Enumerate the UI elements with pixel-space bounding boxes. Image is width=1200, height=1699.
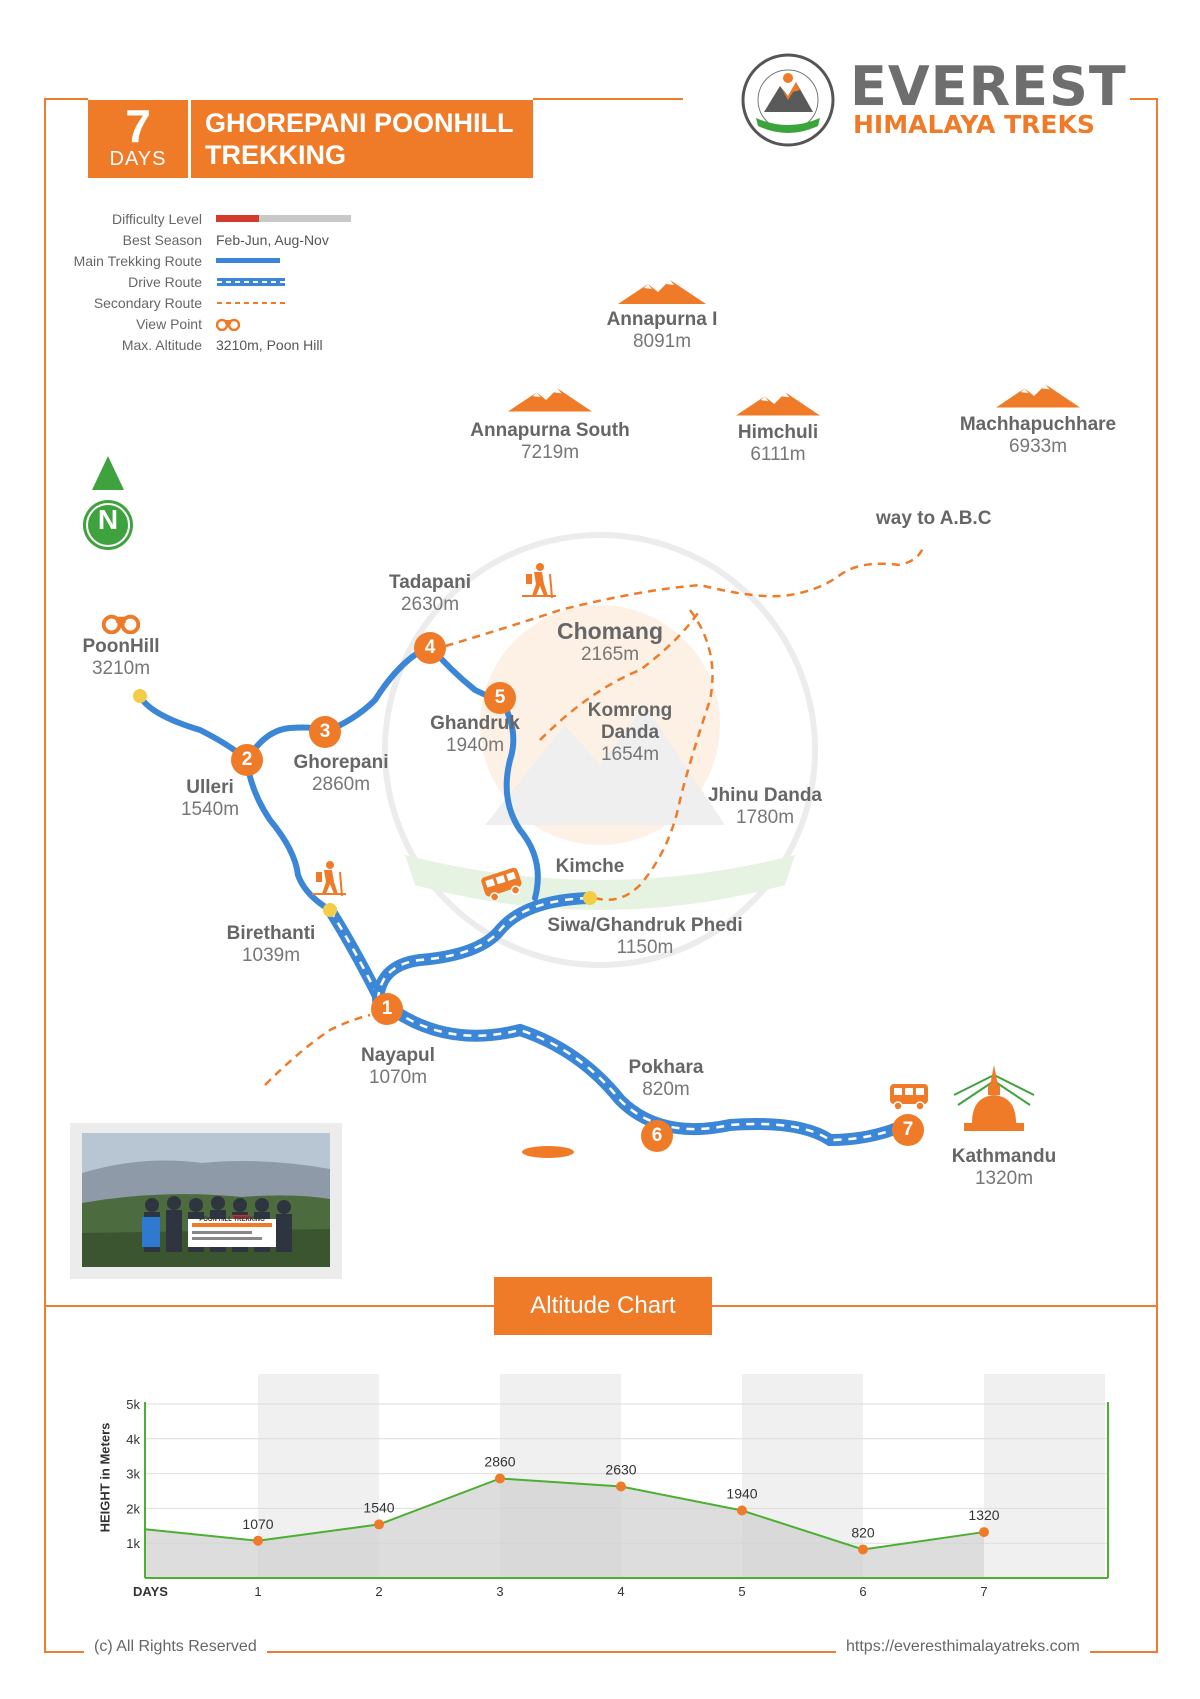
step-marker-2: 2	[231, 744, 263, 776]
place-name: Kimche	[555, 856, 625, 877]
place-nayapul	[343, 1045, 453, 1089]
place-name: Jhinu Danda	[707, 785, 822, 806]
phewa-lake	[522, 1146, 574, 1158]
place-name: PoonHill	[82, 636, 160, 657]
y-tick-label: 3k	[126, 1466, 140, 1482]
data-label: 1540	[363, 1499, 395, 1516]
data-label: 2860	[484, 1453, 516, 1470]
trek-title-line2: TREKKING	[205, 140, 346, 170]
x-axis-label: DAYS	[133, 1584, 168, 1599]
place-name: Kathmandu	[951, 1146, 1057, 1167]
place-altitude: 1940m	[445, 735, 505, 756]
y-tick-label: 2k	[126, 1501, 140, 1517]
place-ghandruk	[410, 713, 540, 757]
bus-icon	[481, 868, 523, 900]
place-birethanti	[206, 923, 336, 967]
chart-point	[374, 1519, 384, 1529]
place-altitude: 1039m	[241, 945, 301, 966]
legend-value: 3210m, Poon Hill	[216, 336, 323, 353]
north-label: N	[97, 504, 119, 535]
legend-label: Main Trekking Route	[73, 252, 202, 269]
data-label: 1070	[242, 1515, 274, 1532]
place-tadapani	[370, 572, 490, 616]
chart-point	[616, 1481, 626, 1491]
legend-value: Feb-Jun, Aug-Nov	[216, 231, 329, 248]
place-altitude: 1070m	[368, 1067, 428, 1088]
x-tick-label: 5	[738, 1584, 746, 1599]
chart-point	[979, 1527, 989, 1537]
chart-point	[858, 1544, 868, 1554]
step-marker-4: 4	[414, 632, 446, 664]
step-marker-3: 3	[309, 716, 341, 748]
poonhill-point	[133, 689, 147, 703]
place-chomang	[535, 618, 685, 666]
place-altitude: 1150m	[616, 937, 674, 958]
data-label: 2630	[605, 1461, 637, 1478]
birethanti-point	[323, 903, 337, 917]
place-altitude: 3210m	[91, 658, 151, 679]
step-marker-1: 1	[371, 993, 403, 1025]
peak-name: Annapurna South	[470, 420, 630, 441]
place-altitude: 1780m	[735, 807, 795, 828]
peak-altitude: 6933m	[1008, 436, 1068, 457]
place-altitude: 2630m	[400, 594, 460, 615]
chart-point	[737, 1505, 747, 1515]
place-komrong-danda	[570, 700, 690, 766]
chart-point	[495, 1473, 505, 1483]
altitude-chart	[88, 1366, 1128, 1606]
days-number: 7	[125, 100, 151, 152]
legend-label: Best Season	[122, 231, 202, 248]
legend-label: View Point	[136, 315, 202, 332]
x-tick-label: 3	[496, 1584, 504, 1599]
place-altitude: 1654m	[600, 744, 660, 765]
y-tick-label: 4k	[126, 1431, 140, 1447]
place-siwa	[520, 915, 770, 959]
place-pokhara	[616, 1057, 716, 1101]
legend-label: Max. Altitude	[121, 336, 202, 353]
place-name: Ghandruk	[430, 713, 520, 734]
place-name: Nayapul	[361, 1045, 435, 1066]
place-name-2: Danda	[600, 722, 660, 743]
place-name: Siwa/Ghandruk Phedi	[547, 915, 743, 936]
place-name: Birethanti	[226, 923, 316, 944]
stupa-icon	[952, 1065, 1036, 1139]
chart-day-band	[984, 1374, 1105, 1578]
data-label: 1320	[968, 1507, 1000, 1524]
data-label: 1940	[726, 1485, 758, 1502]
place-jhinu-danda	[690, 785, 840, 829]
way-to-abc-label: way to A.B.C	[876, 508, 992, 529]
chart-point	[253, 1536, 263, 1546]
data-label: 820	[851, 1524, 875, 1541]
x-tick-label: 7	[980, 1584, 988, 1599]
bus-icon	[888, 1082, 930, 1112]
place-kimche	[540, 856, 640, 878]
y-tick-label: 5k	[126, 1397, 140, 1412]
place-altitude: 2860m	[311, 774, 371, 795]
brand-subtitle: HIMALAYA TREKS	[853, 110, 1095, 139]
place-name: Ghorepani	[293, 752, 389, 773]
copyright: (c) All Rights Reserved	[84, 1638, 267, 1656]
place-altitude: 820m	[642, 1079, 690, 1100]
website-link[interactable]: https://everesthimalayatreks.com	[836, 1638, 1090, 1656]
group-photo-image	[82, 1133, 330, 1267]
step-marker-5: 5	[484, 682, 516, 714]
step-marker-6: 6	[641, 1120, 673, 1152]
trekker-icon	[522, 562, 556, 598]
peak-name: Machhapuchhare	[959, 414, 1117, 435]
trek-title-line1: GHOREPANI POONHILL	[205, 108, 514, 138]
place-altitude: 2165m	[580, 644, 640, 665]
place-ulleri	[160, 777, 260, 821]
place-kathmandu	[934, 1146, 1074, 1190]
legend-label: Secondary Route	[93, 294, 202, 311]
place-name: Pokhara	[628, 1057, 704, 1078]
binoculars-icon	[102, 612, 140, 634]
brand-name: EVEREST	[850, 55, 1127, 118]
place-name: Tadapani	[389, 572, 471, 593]
step-marker-7: 7	[892, 1114, 924, 1146]
place-altitude: 1540m	[180, 799, 240, 820]
x-tick-label: 4	[617, 1584, 625, 1599]
legend-label: Drive Route	[128, 273, 202, 290]
y-tick-label: 1k	[126, 1536, 140, 1552]
days-label: DAYS	[109, 148, 167, 170]
x-tick-label: 2	[375, 1584, 383, 1599]
chart-y-axis-label: HEIGHT in Meters	[97, 1422, 113, 1533]
group-photo	[70, 1123, 342, 1279]
altitude-chart-title: Altitude Chart	[494, 1277, 712, 1335]
place-name: Chomang	[556, 618, 664, 644]
x-tick-label: 6	[859, 1584, 867, 1599]
siwa-point	[583, 891, 597, 905]
legend-label: Difficulty Level	[111, 210, 202, 227]
place-poonhill	[66, 636, 176, 680]
trekker-icon	[312, 860, 346, 896]
photo-banner-text: POON HILL TREKKING	[199, 1217, 265, 1223]
peak-name: Himchuli	[737, 422, 819, 443]
place-altitude: 1320m	[974, 1168, 1034, 1189]
peak-altitude: 8091m	[632, 331, 692, 352]
peak-name: Annapurna I	[606, 309, 718, 330]
peak-altitude: 6111m	[750, 444, 806, 465]
x-tick-label: 1	[254, 1584, 262, 1599]
peak-altitude: 7219m	[520, 442, 580, 463]
place-name: Komrong	[587, 700, 673, 721]
place-name: Ulleri	[186, 777, 234, 798]
place-ghorepani	[276, 752, 406, 796]
